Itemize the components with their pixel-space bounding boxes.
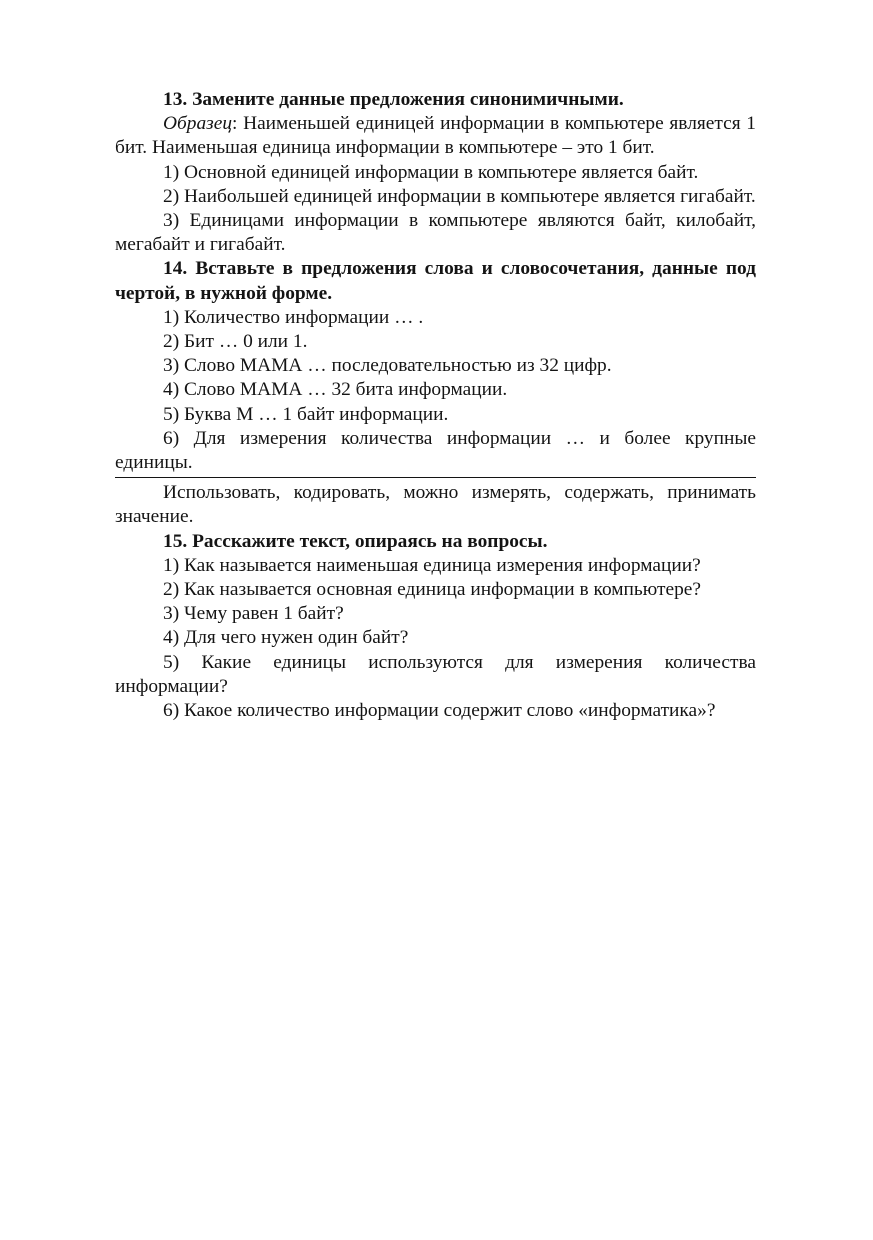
list-item: 4) Для чего нужен один байт? <box>163 627 409 649</box>
list-item: 3) Единицами информации в компьютере являются байт, килобайт, мегабайт и гигабайт. <box>115 210 756 256</box>
list-item: 2) Бит … 0 или 1. <box>163 331 308 353</box>
list-item: 5) Буква М … 1 байт информации. <box>163 403 449 425</box>
page-content <box>115 88 756 723</box>
exercise-13-sample <box>115 112 756 160</box>
list-item: 3) Чему равен 1 байт? <box>163 603 344 625</box>
list-item: 4) Слово МАМА … 32 бита информации. <box>163 379 508 401</box>
list-item: 2) Наибольшей единицей информации в компьютере является гигабайт. <box>163 185 756 207</box>
list-item: 1) Как называется наименьшая единица измерения информации? <box>163 554 701 576</box>
list-item: 2) Как называется основная единица информации в компьютере? <box>163 579 701 601</box>
exercise-13-heading: 13. Замените данные предложения синонимичными. <box>163 89 624 110</box>
exercise-15 <box>115 530 756 724</box>
list-item: 6) Какое количество информации содержит слово «информатика»? <box>163 700 716 722</box>
list-item: 3) Слово МАМА … последовательностью из 32 цифр. <box>163 355 612 377</box>
word-bank: Использовать, кодировать, можно измерять, содержать, принимать значение. <box>115 482 756 528</box>
exercise-13 <box>115 88 756 257</box>
exercise-15-heading: 15. Расскажите текст, опираясь на вопросы. <box>163 530 548 552</box>
list-item: 5) Какие единицы используются для измерения количества информации? <box>115 651 756 697</box>
list-item: 1) Основной единицей информации в компьютере является байт. <box>163 161 699 183</box>
exercise-14 <box>115 257 756 529</box>
sample-lead: Образец <box>163 113 233 135</box>
exercise-14-heading: 14. Вставьте в предложения слова и словосочетания, данные под чертой, в нужной форме. <box>115 258 756 304</box>
list-item: 6) Для измерения количества информации … и более крупные единицы. <box>115 427 756 474</box>
sample-text: : Наименьшей единицей информации в компьютере является 1 бит. Наименьшая единица информации в компьютере – это 1 бит. <box>115 113 756 159</box>
divider-line <box>115 477 756 478</box>
list-item: 1) Количество информации … . <box>163 306 424 328</box>
